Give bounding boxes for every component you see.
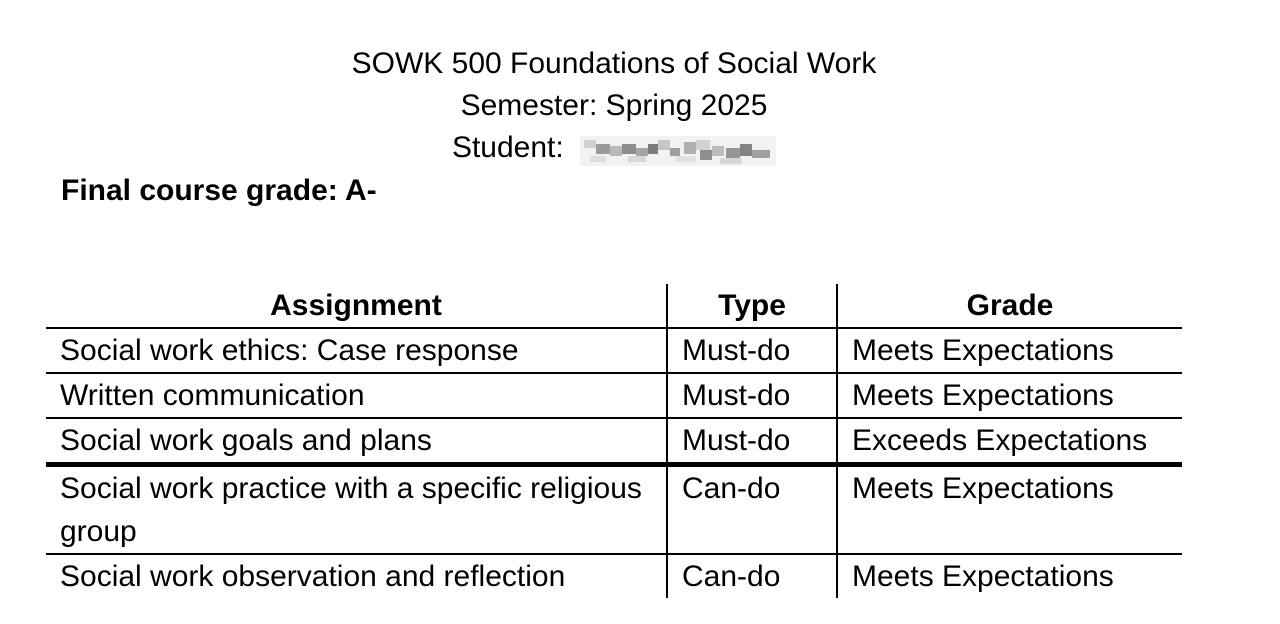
grade-cell: Meets Expectations: [837, 465, 1182, 555]
grade-cell: Meets Expectations: [837, 373, 1182, 418]
table-row: [46, 554, 1182, 598]
grade-cell: Exceeds Expectations: [837, 418, 1182, 465]
type-cell: Can-do: [667, 554, 837, 598]
column-header-grade: Grade: [837, 284, 1182, 328]
grade-cell: Meets Expectations: [837, 328, 1182, 373]
type-cell: Can-do: [667, 465, 837, 555]
column-header-assignment: Assignment: [46, 284, 667, 328]
assignment-cell: Written communication: [46, 373, 667, 418]
semester-line: Semester: Spring 2025: [460, 89, 768, 122]
table-header-row: [46, 284, 1182, 328]
table-row: [46, 465, 1182, 555]
assignment-cell: Social work observation and reflection: [60, 560, 566, 593]
final-course-grade: Final course grade: A-: [61, 174, 377, 207]
course-title: SOWK 500 Foundations of Social Work: [351, 47, 877, 80]
grade-cell: Meets Expectations: [837, 554, 1182, 598]
assignment-cell: Social work ethics: Case response: [46, 328, 667, 373]
type-cell: Must-do: [667, 373, 837, 418]
student-label: Student:: [451, 131, 564, 164]
table-row: [46, 418, 1182, 465]
table-row: [46, 373, 1182, 418]
redacted-name-image: [580, 132, 776, 170]
table-row: [46, 328, 1182, 373]
document-header: [0, 43, 1228, 169]
column-header-type: Type: [667, 284, 837, 328]
type-cell: Must-do: [667, 328, 837, 373]
assignment-cell: Social work goals and plans: [46, 418, 667, 465]
grades-table: [46, 284, 1182, 598]
assignment-cell: Social work practice with a specific religious group: [46, 465, 667, 555]
type-cell: Must-do: [667, 418, 837, 465]
student-line: [0, 127, 1228, 169]
